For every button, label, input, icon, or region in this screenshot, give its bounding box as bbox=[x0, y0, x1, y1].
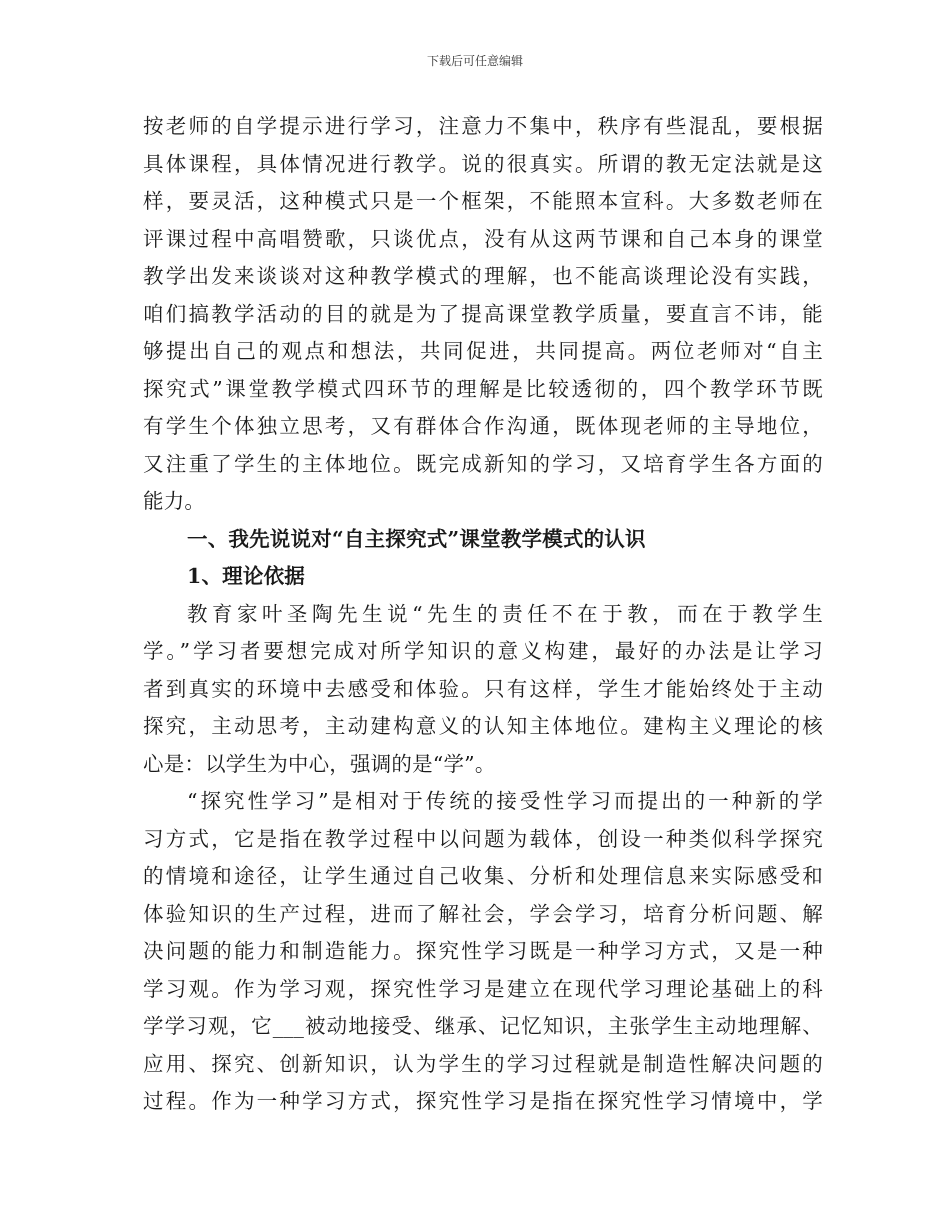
paragraph-line: 学。”学习者要想完成对所学知识的意义构建，最好的办法是让学习 bbox=[143, 639, 823, 663]
paragraph-line: 决问题的能力和制造能力。探究性学习既是一种学习方式，又是一种 bbox=[143, 939, 823, 963]
subsection-heading: 1、理论依据 bbox=[187, 564, 305, 588]
paragraph-line: 够提出自己的观点和想法，共同促进，共同提高。两位老师对“自主 bbox=[143, 339, 823, 363]
paragraph-line: 有学生个体独立思考，又有群体合作沟通，既体现老师的主导地位， bbox=[143, 414, 823, 438]
document-body bbox=[143, 108, 823, 1121]
paragraph-line: 的情境和途径，让学生通过自己收集、分析和处理信息来实际感受和 bbox=[143, 864, 823, 888]
paragraph-line: 教学出发来谈谈对这种教学模式的理解，也不能高谈理论没有实践， bbox=[143, 264, 823, 288]
paragraph-line: 习方式，它是指在教学过程中以问题为载体，创设一种类似科学探究 bbox=[143, 826, 823, 851]
paragraph-line: 体验知识的生产过程，进而了解社会，学会学习，培育分析问题、解 bbox=[143, 901, 823, 926]
section-heading: 一、我先说说对“自主探究式”课堂教学模式的认识 bbox=[187, 526, 646, 551]
paragraph-line: 又注重了学生的主体地位。既完成新知的学习，又培育学生各方面的 bbox=[143, 451, 823, 476]
paragraph-line: 者到真实的环境中去感受和体验。只有这样，学生才能始终处于主动 bbox=[143, 676, 823, 701]
paragraph-line: 应用、探究、创新知识，认为学生的学习过程就是制造性解决问题的 bbox=[143, 1051, 823, 1076]
paragraph-line: 探究式”课堂教学模式四环节的理解是比较透彻的，四个教学环节既 bbox=[143, 376, 823, 401]
paragraph-1 bbox=[143, 108, 823, 521]
paragraph-line: 样，要灵活，这种模式只是一个框架，不能照本宣科。大多数老师在 bbox=[143, 189, 823, 213]
paragraph-line: 评课过程中高唱赞歌，只谈优点，没有从这两节课和自己本身的课堂 bbox=[143, 226, 823, 251]
paragraph-line: 能力。 bbox=[143, 489, 206, 513]
paragraph-2 bbox=[143, 596, 823, 784]
paragraph-line: 过程。作为一种学习方式，探究性学习是指在探究性学习情境中，学 bbox=[143, 1089, 823, 1113]
paragraph-line: 学习观。作为学习观，探究性学习是建立在现代学习理论基础上的科 bbox=[143, 976, 823, 1001]
paragraph-3 bbox=[143, 783, 823, 1121]
paragraph-line: 具体课程，具体情况进行教学。说的很真实。所谓的教无定法就是这 bbox=[143, 151, 823, 176]
paragraph-line: 教育家叶圣陶先生说“先生的责任不在于教，而在于教学生 bbox=[187, 601, 823, 626]
page-header: 下载后可任意编辑 bbox=[426, 54, 523, 68]
paragraph-line: “探究性学习”是相对于传统的接受性学习而提出的一种新的学 bbox=[187, 789, 823, 813]
paragraph-line: 心是：以学生为中心，强调的是“学”。 bbox=[143, 751, 496, 776]
paragraph-line: 学学习观，它___被动地接受、继承、记忆知识，主张学生主动地理解、 bbox=[143, 1014, 823, 1038]
paragraph-line: 咱们搞教学活动的目的就是为了提高课堂教学质量，要直言不讳，能 bbox=[143, 301, 823, 326]
paragraph-line: 探究，主动思考，主动建构意义的认知主体地位。建构主义理论的核 bbox=[143, 714, 823, 738]
paragraph-line: 按老师的自学提示进行学习，注意力不集中，秩序有些混乱，要根据 bbox=[143, 114, 823, 138]
